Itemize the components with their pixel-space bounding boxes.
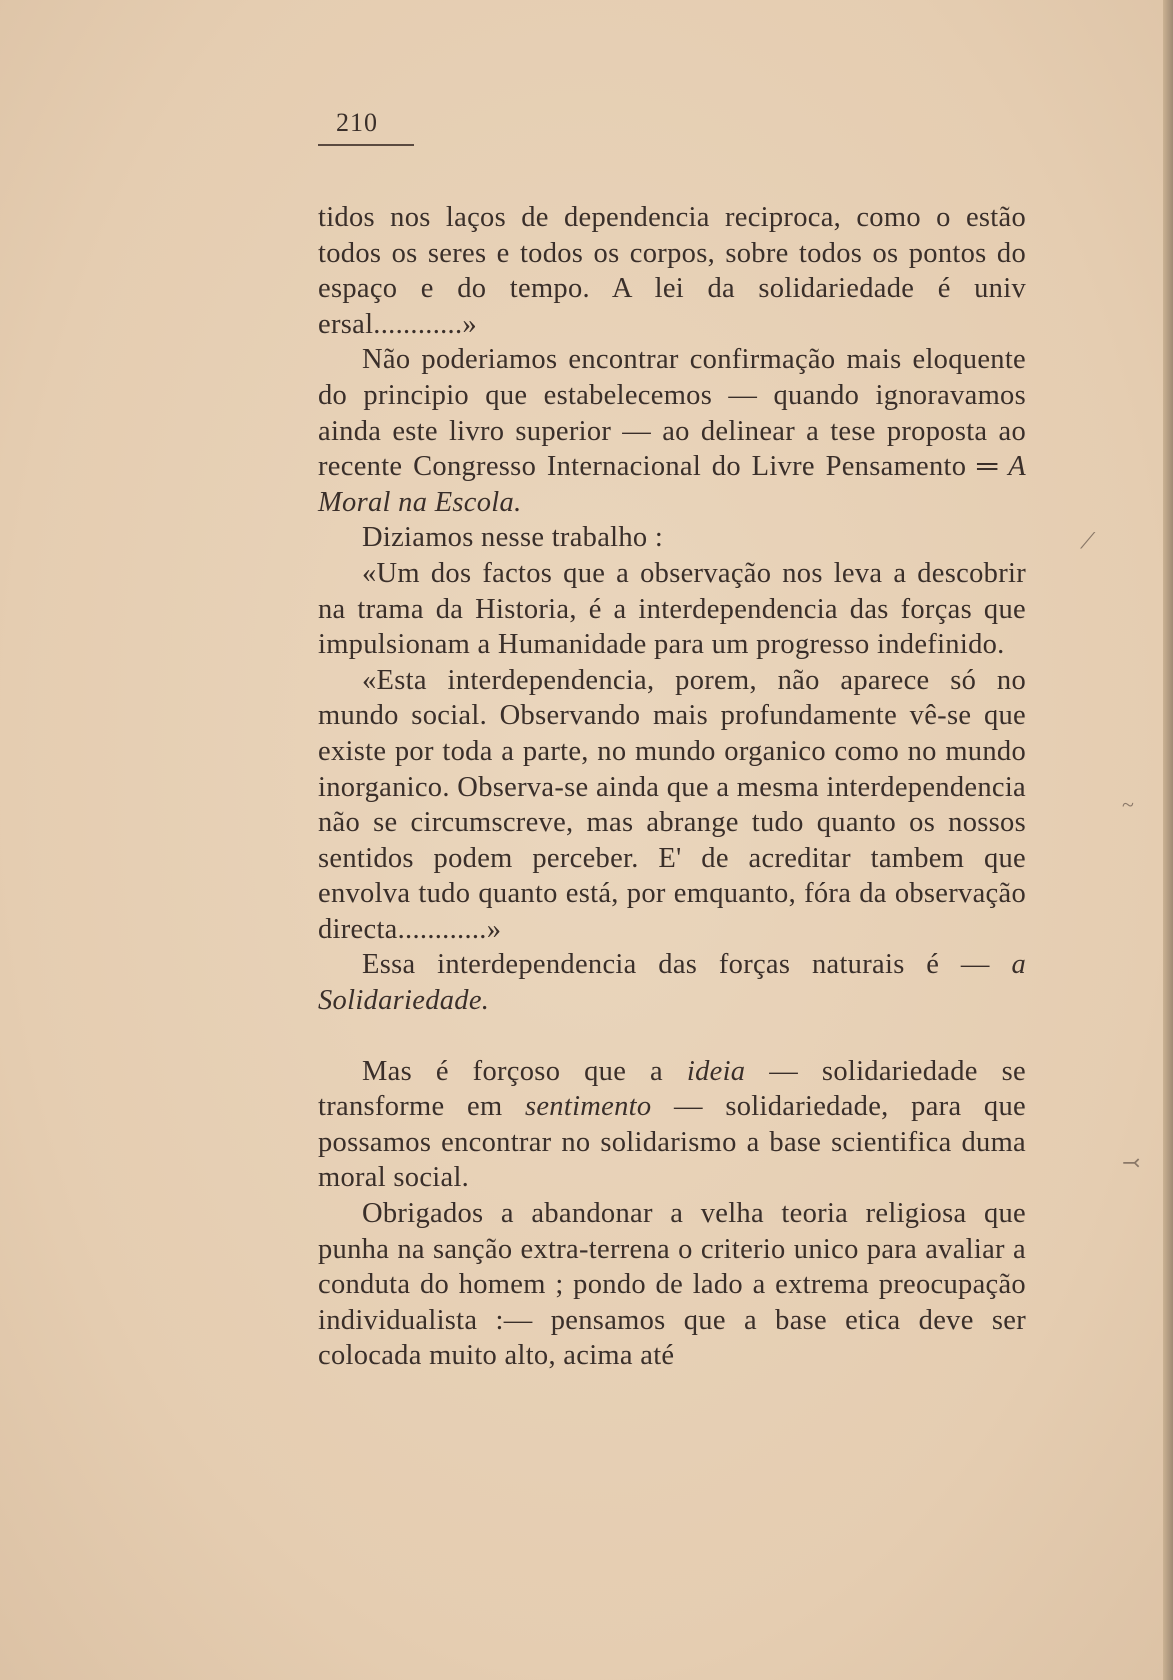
paragraph-3: Diziamos nesse trabalho : <box>362 522 664 554</box>
sentimento-term: sentimento <box>524 1091 652 1123</box>
paragraph-7-part-b: — solidariedade se transforme em <box>318 1055 1026 1123</box>
paragraph-7-part-a: Mas é forçoso que a <box>362 1055 663 1087</box>
body-text <box>318 200 1026 1374</box>
paragraph-8: Obrigados a abandonar a velha teoria religiosa que punha na sanção extra-terrena o criterio unico para avaliar a conduta do homem ; pondo de lado a extrema preocupação individualista :— pensamos que a base etica deve ser colocada muito alto, acima até <box>318 1198 1026 1372</box>
paragraph-5: «Esta interdependencia, porem, não aparece só no mundo social. Observando mais profundamente vê-se que existe por toda a parte, no mundo organico como no mundo inorganico. Observa-se ainda que a mesma interdependencia não se circumscreve, mas abrange tudo quanto os nossos sentidos podem perceber. E' de acreditar tambem que envolva tudo quanto está, por emquanto, fóra da observação directa............» <box>318 664 1026 945</box>
margin-annotation-mark: ~ <box>1122 792 1134 817</box>
page-number: 210 <box>336 108 378 137</box>
page-number-rule <box>318 144 414 146</box>
paragraph-7-part-c: — solidariedade, para que possamos encontrar no solidarismo a base scientifica duma moral social. <box>318 1091 1026 1194</box>
paragraph-6 <box>318 947 1026 1018</box>
margin-annotation-mark: ⟋ <box>1080 528 1096 553</box>
paragraph-2 <box>318 342 1026 520</box>
solidariedade-term: a Solidariedade. <box>318 949 1026 1017</box>
paragraph-6-text: Essa interdependencia das forças naturais é — <box>362 949 990 981</box>
margin-annotation-mark: ⤙ <box>1122 1150 1141 1175</box>
book-title: A Moral na Escola. <box>318 451 1026 518</box>
paragraph-4: «Um dos factos que a observação nos leva a descobrir na trama da Historia, é a interdependencia das forças que impulsionam a Humanidade para um progresso indefinido. <box>318 557 1026 661</box>
page-edge <box>1163 0 1173 1680</box>
paragraph-1: tidos nos laços de dependencia reciproca, como o estão todos os seres e todos os corpos, sobre todos os pontos do espaço e do tempo. A lei da solidariedade é univ​ersal............» <box>318 202 1026 340</box>
paragraph-7 <box>318 1054 1026 1196</box>
ideia-term: ideia <box>686 1055 746 1087</box>
paragraph-2-text: Não poderiamos encontrar confirmação mais eloquente do principio que estabelecemos — quando ignoravamos ainda este livro superior — ao delinear a tese proposta ao recente Congresso Internacional do Livre Pensamento ═ <box>318 344 1026 483</box>
